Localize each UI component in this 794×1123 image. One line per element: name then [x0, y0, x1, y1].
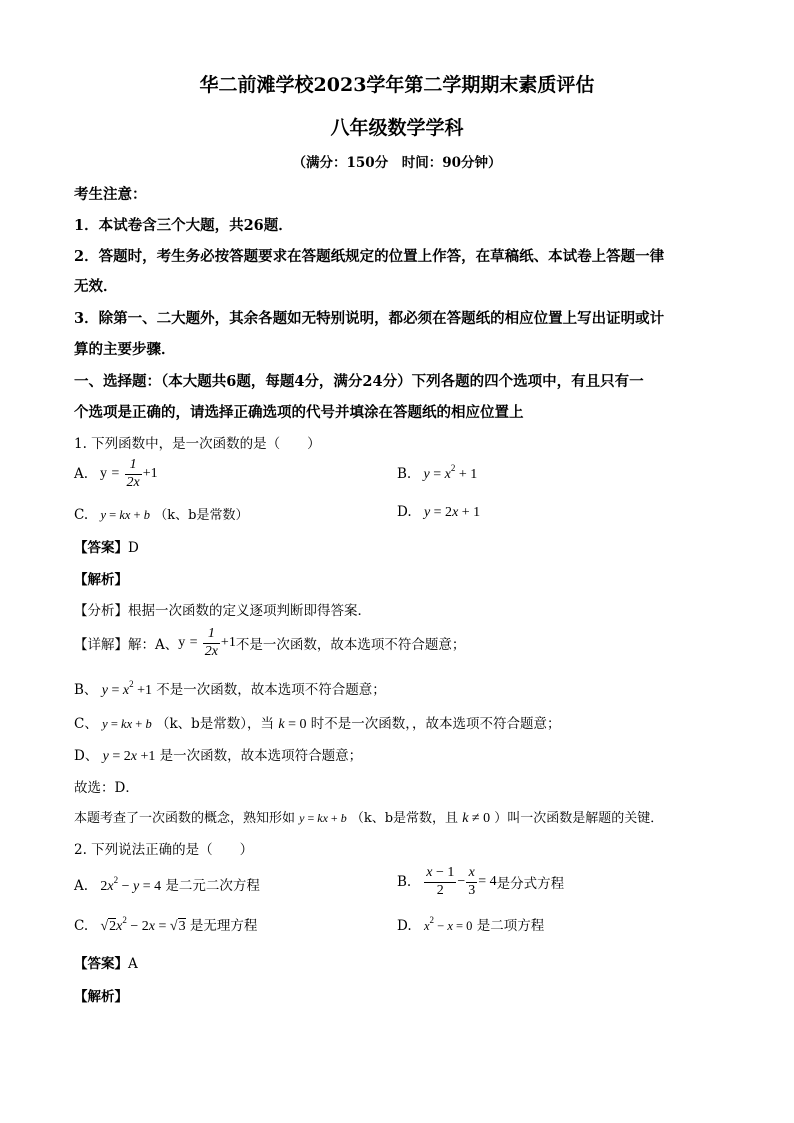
q1-detail-c-text-2: 时不是一次函数，，故本选项不符合题意；	[310, 716, 561, 732]
q1-answer	[74, 536, 139, 556]
page-subtitle: 八年级数学学科	[330, 117, 464, 139]
q1-answer-tag: 【答案】	[74, 540, 128, 556]
q1-detail-c	[74, 712, 561, 733]
q2-answer-tag: 【答案】	[74, 956, 128, 972]
q2-option-c-text: 是无理方程	[189, 918, 258, 934]
q2-option-d-label: D.	[397, 918, 412, 934]
notice-item-3-line-2: 算的主要步骤．	[74, 341, 176, 358]
q1-detail-c-formula: y = kx + b	[102, 717, 152, 731]
q1-summary-pre: 本题考查了一次函数的概念，熟知形如	[74, 811, 296, 826]
q2-answer	[74, 952, 138, 972]
q2-option-c-formula: $√2x^2 - 2x = √3$	[100, 915, 186, 934]
q1-summary-formula: y = kx + b	[299, 811, 347, 825]
q2-option-b-label: B.	[397, 874, 412, 890]
q2-option-a-text: 是二元二次方程	[165, 878, 260, 894]
q1-detail-d-prefix: D、	[74, 748, 99, 764]
q1-option-b-formula: $y = x^2 + 1$	[423, 463, 478, 482]
q1-option-a-formula: y = $\frac{1}{2x}$ +1	[100, 457, 158, 490]
q1-detail-b	[74, 678, 386, 699]
q1-analysis-tag: 【解析】	[74, 572, 128, 588]
section-1-line-2: 个选项是正确的，请选择正确选项的代号并填涂在答题纸的相应位置上	[74, 404, 524, 421]
notice-item-1: 1．本试卷含三个大题，共26题．	[74, 217, 293, 234]
q1-summary-mid: （k、b是常数，且	[350, 811, 459, 826]
question-2-stem: 2. 下列说法正确的是（ ）	[74, 842, 254, 858]
q1-detail-b-formula: $y = x^2 +1$	[101, 679, 152, 698]
section-1-line-1: 一、选择题：（本大题共6题，每题4分，满分24分）下列各题的四个选项中，有且只有一	[74, 373, 644, 390]
q1-option-c	[74, 504, 248, 523]
q1-option-b-label: B.	[397, 466, 412, 482]
q2-option-a	[74, 874, 260, 895]
notice-item-3-line-1: 3．除第一、二大题外，其余各题如无特别说明，都必须在答题纸的相应位置上写出证明或计	[74, 310, 665, 327]
q1-summary	[74, 807, 663, 827]
q1-option-a-label: A.	[74, 466, 89, 482]
notice-item-2-line-2: 无效．	[74, 278, 118, 295]
q1-detail-c-prefix: C、	[74, 716, 98, 732]
q1-summary-condition: k ≠ 0	[462, 811, 491, 826]
q1-analysis-fenxi: 【分析】根据一次函数的定义逐项判断即得答案．	[74, 603, 371, 619]
q1-answer-value: D	[128, 540, 139, 556]
q2-option-c-label: C.	[74, 918, 89, 934]
q1-option-d-label: D.	[397, 504, 412, 520]
q1-detail-prefix: 【详解】解：A、	[74, 637, 179, 653]
q2-option-a-formula: $2x^2 - y = 4$	[100, 875, 162, 894]
q2-option-d-text: 是二项方程	[476, 918, 545, 934]
q1-option-c-label: C.	[74, 507, 89, 523]
q1-detail-b-text: 不是一次函数，故本选项不符合题意；	[156, 682, 386, 698]
q1-option-d	[397, 504, 480, 521]
q1-summary-post: ）叫一次函数是解题的关键．	[494, 811, 664, 826]
q1-detail-a	[74, 623, 465, 663]
q1-option-d-formula: y = 2x + 1	[423, 505, 481, 520]
q1-detail-a-text: 不是一次函数，故本选项不符合题意；	[235, 637, 466, 653]
q2-option-b-text: 是分式方程	[496, 876, 565, 892]
question-1-stem: 1. 下列函数中，是一次函数的是（ ）	[74, 436, 321, 452]
q1-detail-c-text-1: （k、b是常数），当	[155, 716, 275, 732]
q1-conclusion: 故选：D．	[74, 780, 139, 796]
q1-option-c-note: （k、b是常数）	[154, 508, 249, 523]
q2-option-b	[397, 862, 564, 902]
q2-option-a-label: A.	[74, 878, 89, 894]
q1-option-b	[397, 463, 478, 483]
notice-heading: 考生注意：	[74, 186, 147, 203]
q1-detail-d-formula: y = 2x +1	[102, 749, 156, 764]
exam-info: （满分：150分 时间：90分钟）	[292, 155, 502, 171]
q1-option-a	[74, 456, 158, 492]
q1-detail-d-text: 是一次函数，故本选项符合题意；	[159, 748, 363, 764]
q2-option-c	[74, 914, 257, 935]
q2-option-d-formula: $x^2 - x = 0$	[423, 915, 473, 933]
q1-detail-b-prefix: B、	[74, 682, 98, 698]
notice-item-2-line-1: 2．答题时，考生务必按答题要求在答题纸规定的位置上作答，在草稿纸、本试卷上答题一律	[74, 248, 665, 265]
q2-answer-value: A	[128, 956, 138, 972]
q2-option-b-formula: $\frac{x - 1}{2}$ − $\frac{x}{3}$ = 4	[426, 865, 497, 898]
q1-detail-a-formula: y = $\frac{1}{2x}$ +1	[178, 626, 236, 659]
q1-option-c-formula: y = kx + b	[100, 508, 150, 522]
page-title: 华二前滩学校2023学年第二学期期末素质评估	[199, 74, 595, 96]
q1-detail-d	[74, 744, 362, 765]
q1-detail-c-condition: k = 0	[278, 717, 307, 732]
q2-option-d	[397, 914, 544, 934]
q2-analysis-tag: 【解析】	[74, 989, 128, 1005]
